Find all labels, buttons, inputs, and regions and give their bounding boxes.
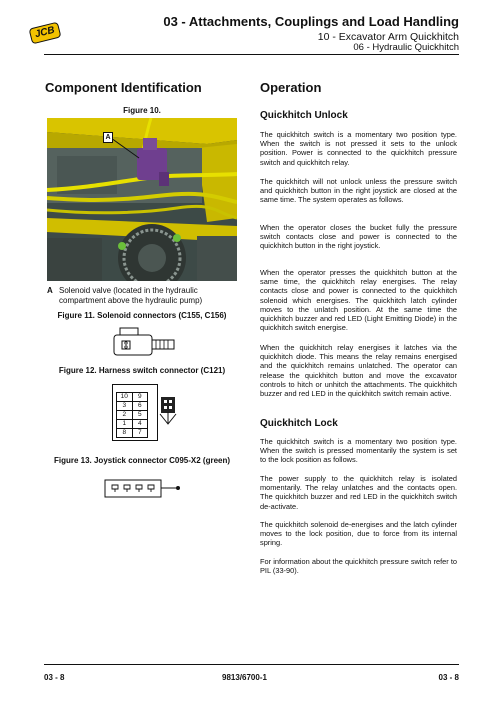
callout-label-a: A — [103, 132, 113, 143]
figure12-caption: Figure 12. Harness switch connector (C121) — [58, 366, 226, 375]
pin-label: 8 — [116, 429, 133, 438]
subsection-subtitle: 06 - Hydraulic Quickhitch — [353, 42, 459, 53]
section-subtitle: 10 - Excavator Arm Quickhitch — [317, 31, 459, 43]
pin-label: 6 — [133, 402, 149, 411]
lock-paragraph: The quickhitch solenoid de-energises and the latch cylinder moves to the lock position, due to force from its internal spring. — [260, 520, 457, 548]
lock-paragraph: For information about the quickhitch pressure switch refer to PIL (33-90). — [260, 557, 457, 576]
pin-label: 10 — [116, 392, 133, 402]
pin-label: 1 — [116, 420, 133, 429]
quickhitch-lock-heading: Quickhitch Lock — [260, 418, 338, 429]
footer-page-left: 03 - 8 — [44, 673, 65, 682]
unlock-paragraph: When the quickhitch relay energises it latches via the quickhitch diode. This means the relay remains energised and the quickhitch remains unlatched. The operator can release the quickhitch button and move the excavator controls to hitch or unhitch the attachments. The quickhitch buzzer and red LED in the quickhitch switch remain active. — [260, 343, 457, 399]
pin-label: 9 — [133, 392, 149, 402]
connector-lock-icon — [158, 396, 180, 426]
quickhitch-unlock-heading: Quickhitch Unlock — [260, 110, 348, 121]
unlock-paragraph: The quickhitch will not unlock unless the pressure switch and quickhitch button in the right joystick are closed at the same time. The system operates as follows. — [260, 177, 457, 205]
legend-text: Solenoid valve (located in the hydraulic compartment above the hydraulic pump) — [59, 286, 203, 305]
solenoid-connector-drawing — [112, 327, 178, 359]
footer-page-right: 03 - 8 — [438, 673, 459, 682]
operation-heading: Operation — [260, 80, 322, 95]
legend-key: A — [47, 286, 53, 295]
pin-label: 5 — [133, 411, 149, 420]
joystick-connector-drawing — [104, 477, 184, 501]
jcb-logo: JCB — [30, 23, 61, 43]
header-rule — [44, 54, 459, 55]
footer-rule — [44, 664, 459, 665]
unlock-paragraph: When the operator presses the quickhitch button at the same time, the quickhitch relay energises. The relay contacts close and power is connected to the quickhitch solenoid which energises. The quickhitch latch cylinder moves to the unlatch position. At the same time the quickhitch buzzer and red LED (Light Emitting Diode) in the quickhitch switch energise. — [260, 268, 457, 333]
pin-label: 4 — [133, 420, 149, 429]
component-identification-heading: Component Identification — [45, 80, 202, 95]
pin-label: 7 — [133, 429, 149, 438]
unlock-paragraph: When the operator closes the bucket fully the pressure switch contacts close and power is connected to the quickhitch button in the right joystick. — [260, 223, 457, 251]
pin-label: 3 — [116, 402, 133, 411]
lock-paragraph: The power supply to the quickhitch relay is isolated momentarily. The relay unlatches and the contacts open. The quickhitch buzzer and red LED in the quickhitch switch de-activate. — [260, 474, 457, 511]
figure11-caption: Figure 11. Solenoid connectors (C155, C156) — [57, 311, 227, 320]
harness-switch-connector-drawing — [112, 384, 180, 442]
lock-paragraph: The quickhitch switch is a momentary two position type. When the switch is pressed momentarily the system is set to the lock position as follows. — [260, 437, 457, 465]
figure10-caption: Figure 10. — [123, 106, 161, 115]
footer-document-number: 9813/6700-1 — [222, 673, 267, 682]
harness-pin-grid — [116, 392, 148, 438]
pin-label: 2 — [116, 411, 133, 420]
unlock-paragraph: The quickhitch switch is a momentary two position type. When the switch is not pressed it sets to the unlock position. Power is connected to the quickhitch pressure switch and quickhitch relay. — [260, 130, 457, 167]
figure13-caption: Figure 13. Joystick connector C095-X2 (green) — [53, 456, 231, 465]
page-title: 03 - Attachments, Couplings and Load Handling — [163, 14, 459, 29]
solenoid-valve-photo — [47, 118, 237, 281]
